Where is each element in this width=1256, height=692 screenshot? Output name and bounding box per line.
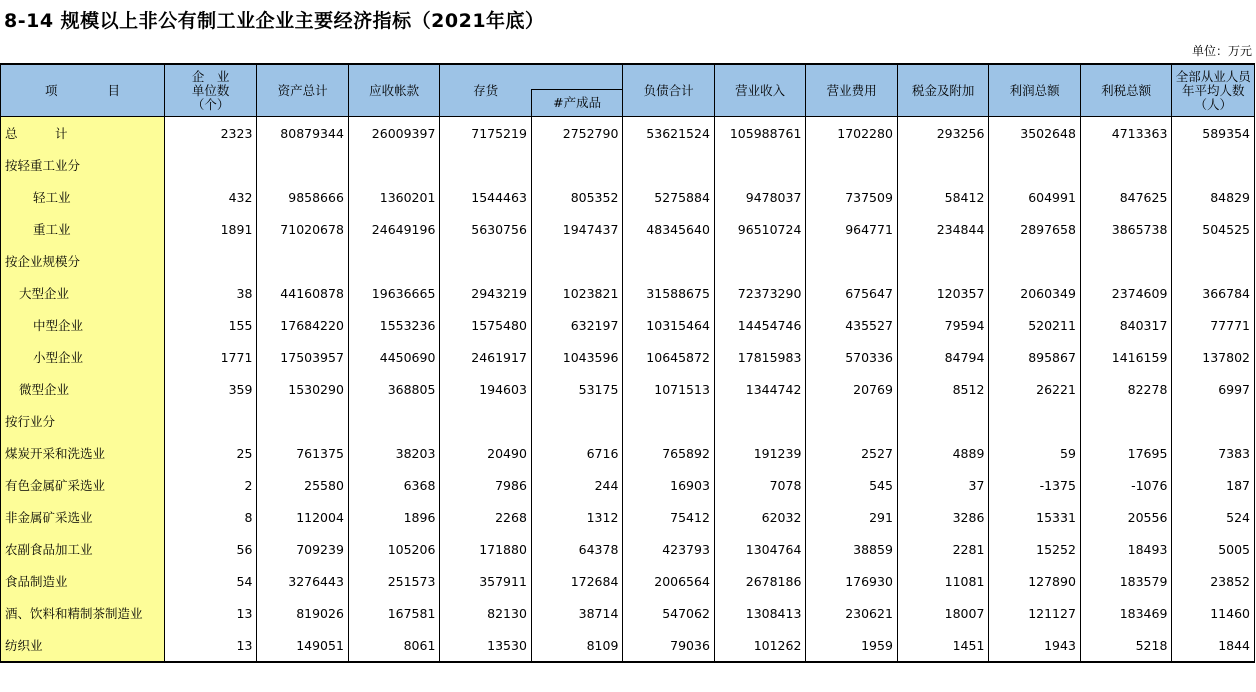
table-cell: 1043596 <box>531 341 623 373</box>
unit-label: 单位：万元 <box>1191 44 1252 58</box>
table-cell: 9478037 <box>714 181 806 213</box>
table-cell <box>257 245 349 277</box>
table-cell: 805352 <box>531 181 623 213</box>
table-cell: 1451 <box>897 629 989 662</box>
table-cell: 149051 <box>257 629 349 662</box>
table-cell: 6997 <box>1172 373 1255 405</box>
table-cell: 191239 <box>714 437 806 469</box>
table-cell: 10315464 <box>623 309 715 341</box>
table-cell <box>989 245 1081 277</box>
table-cell: 25 <box>164 437 257 469</box>
table-row <box>1 245 1255 277</box>
table-cell: 17815983 <box>714 341 806 373</box>
table-cell: 7986 <box>440 469 532 501</box>
table-cell: 38203 <box>348 437 440 469</box>
table-cell: 840317 <box>1080 309 1172 341</box>
header-units: 企 业 单位数 （个） <box>164 64 257 117</box>
table-cell: 632197 <box>531 309 623 341</box>
table-cell: 2461917 <box>440 341 532 373</box>
table-cell: 761375 <box>257 437 349 469</box>
table-cell: 1943 <box>989 629 1081 662</box>
table-cell: -1375 <box>989 469 1081 501</box>
table-cell: 18007 <box>897 597 989 629</box>
table-cell: 1891 <box>164 213 257 245</box>
table-row <box>1 213 1255 245</box>
table-cell: 112004 <box>257 501 349 533</box>
table-row <box>1 565 1255 597</box>
table-cell: 7383 <box>1172 437 1255 469</box>
table-cell: 20769 <box>806 373 898 405</box>
table-cell <box>440 405 532 437</box>
row-label: 总 计 <box>1 117 165 150</box>
table-cell: 16903 <box>623 469 715 501</box>
table-row <box>1 501 1255 533</box>
table-cell: 3502648 <box>989 117 1081 150</box>
header-expenses: 营业费用 <box>806 64 898 117</box>
indicator-table <box>0 63 1255 663</box>
table-row <box>1 341 1255 373</box>
table-cell: 101262 <box>714 629 806 662</box>
table-cell <box>164 245 257 277</box>
table-cell: 82130 <box>440 597 532 629</box>
table-cell: 1312 <box>531 501 623 533</box>
table-cell: 1702280 <box>806 117 898 150</box>
table-cell: 23852 <box>1172 565 1255 597</box>
table-cell: 520211 <box>989 309 1081 341</box>
table-cell: -1076 <box>1080 469 1172 501</box>
header-revenue: 营业收入 <box>714 64 806 117</box>
table-cell: 105206 <box>348 533 440 565</box>
table-cell: 895867 <box>989 341 1081 373</box>
table-cell <box>806 405 898 437</box>
table-cell: 9858666 <box>257 181 349 213</box>
table-body <box>1 117 1255 663</box>
table-cell: 54 <box>164 565 257 597</box>
table-cell: 251573 <box>348 565 440 597</box>
table-cell: 1544463 <box>440 181 532 213</box>
table-cell <box>440 245 532 277</box>
table-cell: 20490 <box>440 437 532 469</box>
table-cell: 2323 <box>164 117 257 150</box>
table-cell: 77771 <box>1172 309 1255 341</box>
table-cell: 38859 <box>806 533 898 565</box>
table-cell <box>623 405 715 437</box>
table-cell: 17503957 <box>257 341 349 373</box>
header-liabilities: 负债合计 <box>623 64 715 117</box>
row-label: 食品制造业 <box>1 565 165 597</box>
table-cell <box>623 149 715 181</box>
table-cell: 187 <box>1172 469 1255 501</box>
table-cell: 2006564 <box>623 565 715 597</box>
table-cell: 15252 <box>989 533 1081 565</box>
table-cell: 8512 <box>897 373 989 405</box>
table-cell: 25580 <box>257 469 349 501</box>
table-cell: 1575480 <box>440 309 532 341</box>
table-cell: 13 <box>164 597 257 629</box>
table-cell: 17695 <box>1080 437 1172 469</box>
table-cell: 7078 <box>714 469 806 501</box>
table-cell: 96510724 <box>714 213 806 245</box>
table-cell: 570336 <box>806 341 898 373</box>
table-cell: 4450690 <box>348 341 440 373</box>
table-cell: 194603 <box>440 373 532 405</box>
table-cell: 19636665 <box>348 277 440 309</box>
table-cell <box>1172 149 1255 181</box>
table-cell <box>531 149 623 181</box>
table-cell <box>1080 245 1172 277</box>
table-cell: 79036 <box>623 629 715 662</box>
table-cell: 82278 <box>1080 373 1172 405</box>
table-cell: 58412 <box>897 181 989 213</box>
table-cell <box>531 245 623 277</box>
table-cell: 5005 <box>1172 533 1255 565</box>
table-cell: 53621524 <box>623 117 715 150</box>
table-cell <box>164 405 257 437</box>
table-cell: 1947437 <box>531 213 623 245</box>
table-cell: 79594 <box>897 309 989 341</box>
table-cell: 84794 <box>897 341 989 373</box>
table-cell <box>257 149 349 181</box>
table-cell: 7175219 <box>440 117 532 150</box>
header-inventory: 存货 <box>440 64 532 117</box>
header-profit: 利润总额 <box>989 64 1081 117</box>
table-cell: 171880 <box>440 533 532 565</box>
table-cell: 48345640 <box>623 213 715 245</box>
table-cell: 71020678 <box>257 213 349 245</box>
table-cell: 8 <box>164 501 257 533</box>
row-label: 有色金属矿采选业 <box>1 469 165 501</box>
table-cell: 62032 <box>714 501 806 533</box>
table-row <box>1 373 1255 405</box>
table-cell: 18493 <box>1080 533 1172 565</box>
table-cell: 3276443 <box>257 565 349 597</box>
header-profit-tax: 利税总额 <box>1080 64 1172 117</box>
table-cell: 84829 <box>1172 181 1255 213</box>
table-cell: 2 <box>164 469 257 501</box>
table-cell: 75412 <box>623 501 715 533</box>
table-cell: 357911 <box>440 565 532 597</box>
table-cell: 8061 <box>348 629 440 662</box>
table-cell <box>989 405 1081 437</box>
table-cell: 964771 <box>806 213 898 245</box>
table-row <box>1 629 1255 662</box>
table-cell: 2281 <box>897 533 989 565</box>
table-cell <box>1080 405 1172 437</box>
table-cell <box>714 149 806 181</box>
table-cell <box>1080 149 1172 181</box>
row-label: 酒、饮料和精制茶制造业 <box>1 597 165 629</box>
row-label: 纺织业 <box>1 629 165 662</box>
table-cell: 72373290 <box>714 277 806 309</box>
row-label: 非金属矿采选业 <box>1 501 165 533</box>
row-label: 按轻重工业分 <box>1 149 165 181</box>
table-cell: 1896 <box>348 501 440 533</box>
table-cell: 172684 <box>531 565 623 597</box>
table-row <box>1 469 1255 501</box>
table-row <box>1 117 1255 150</box>
table-cell: 121127 <box>989 597 1081 629</box>
table-cell: 293256 <box>897 117 989 150</box>
table-cell: 64378 <box>531 533 623 565</box>
table-cell: 6368 <box>348 469 440 501</box>
table-cell: 1771 <box>164 341 257 373</box>
table-cell: 59 <box>989 437 1081 469</box>
table-cell: 547062 <box>623 597 715 629</box>
table-cell: 38 <box>164 277 257 309</box>
table-cell: 120357 <box>897 277 989 309</box>
table-cell: 20556 <box>1080 501 1172 533</box>
row-label: 大型企业 <box>1 277 165 309</box>
table-cell <box>897 405 989 437</box>
table-row <box>1 437 1255 469</box>
table-cell <box>714 245 806 277</box>
table-cell: 11081 <box>897 565 989 597</box>
header-receivables: 应收帐款 <box>348 64 440 117</box>
table-cell <box>348 245 440 277</box>
table-cell: 765892 <box>623 437 715 469</box>
table-cell <box>806 149 898 181</box>
table-cell <box>1172 405 1255 437</box>
table-cell <box>806 245 898 277</box>
table-cell: 3865738 <box>1080 213 1172 245</box>
table-cell <box>531 405 623 437</box>
table-cell: 26221 <box>989 373 1081 405</box>
table-cell: 545 <box>806 469 898 501</box>
table-cell <box>348 405 440 437</box>
table-row <box>1 533 1255 565</box>
table-cell: 13530 <box>440 629 532 662</box>
table-cell: 1553236 <box>348 309 440 341</box>
table-cell: 176930 <box>806 565 898 597</box>
table-cell: 31588675 <box>623 277 715 309</box>
table-cell <box>440 149 532 181</box>
table-cell: 38714 <box>531 597 623 629</box>
table-cell: 17684220 <box>257 309 349 341</box>
table-cell: 1304764 <box>714 533 806 565</box>
table-cell: 6716 <box>531 437 623 469</box>
table-cell: 53175 <box>531 373 623 405</box>
table-row <box>1 405 1255 437</box>
table-cell <box>623 245 715 277</box>
table-cell: 80879344 <box>257 117 349 150</box>
table-cell: 1344742 <box>714 373 806 405</box>
table-cell: 2943219 <box>440 277 532 309</box>
table-cell: 56 <box>164 533 257 565</box>
table-cell: 15331 <box>989 501 1081 533</box>
table-cell: 847625 <box>1080 181 1172 213</box>
table-cell: 183469 <box>1080 597 1172 629</box>
table-cell <box>897 149 989 181</box>
header-employees: 全部从业人员 年平均人数 （人） <box>1172 64 1255 117</box>
table-cell: 1844 <box>1172 629 1255 662</box>
table-cell: 127890 <box>989 565 1081 597</box>
table-row <box>1 181 1255 213</box>
table-cell: 1360201 <box>348 181 440 213</box>
page-title: 8-14 规模以上非公有制工业企业主要经济指标（2021年底） <box>4 10 545 32</box>
table-cell: 368805 <box>348 373 440 405</box>
table-cell: 2678186 <box>714 565 806 597</box>
table-cell: 2374609 <box>1080 277 1172 309</box>
table-cell <box>348 149 440 181</box>
table-row <box>1 149 1255 181</box>
table-cell: 3286 <box>897 501 989 533</box>
table-cell: 13 <box>164 629 257 662</box>
table-cell: 1959 <box>806 629 898 662</box>
table-cell: 14454746 <box>714 309 806 341</box>
table-cell: 432 <box>164 181 257 213</box>
table-cell: 11460 <box>1172 597 1255 629</box>
table-cell: 4889 <box>897 437 989 469</box>
table-cell: 366784 <box>1172 277 1255 309</box>
table-cell: 819026 <box>257 597 349 629</box>
table-cell: 1308413 <box>714 597 806 629</box>
row-label: 按行业分 <box>1 405 165 437</box>
table-cell: 5275884 <box>623 181 715 213</box>
table-cell: 709239 <box>257 533 349 565</box>
table-cell: 26009397 <box>348 117 440 150</box>
table-cell <box>164 149 257 181</box>
header-finished-goods: #产成品 <box>531 90 623 117</box>
table-cell: 2752790 <box>531 117 623 150</box>
table-cell: 1530290 <box>257 373 349 405</box>
row-label: 轻工业 <box>1 181 165 213</box>
table-cell: 167581 <box>348 597 440 629</box>
table-row <box>1 309 1255 341</box>
table-cell: 2527 <box>806 437 898 469</box>
table-cell: 604991 <box>989 181 1081 213</box>
table-cell <box>714 405 806 437</box>
table-cell <box>1172 245 1255 277</box>
table-cell: 675647 <box>806 277 898 309</box>
table-cell: 504525 <box>1172 213 1255 245</box>
table-cell: 37 <box>897 469 989 501</box>
table-cell <box>897 245 989 277</box>
table-cell: 244 <box>531 469 623 501</box>
table-cell: 44160878 <box>257 277 349 309</box>
table-cell: 183579 <box>1080 565 1172 597</box>
table-cell: 24649196 <box>348 213 440 245</box>
row-label: 农副食品加工业 <box>1 533 165 565</box>
table-cell: 230621 <box>806 597 898 629</box>
row-label: 微型企业 <box>1 373 165 405</box>
table-cell: 1416159 <box>1080 341 1172 373</box>
table-cell: 10645872 <box>623 341 715 373</box>
table-cell: 435527 <box>806 309 898 341</box>
table-cell: 2268 <box>440 501 532 533</box>
table-cell: 155 <box>164 309 257 341</box>
table-cell: 1071513 <box>623 373 715 405</box>
table-cell: 359 <box>164 373 257 405</box>
row-label: 煤炭开采和洗选业 <box>1 437 165 469</box>
table-cell <box>257 405 349 437</box>
table-cell: 423793 <box>623 533 715 565</box>
table-row <box>1 597 1255 629</box>
table-cell: 589354 <box>1172 117 1255 150</box>
table-cell: 1023821 <box>531 277 623 309</box>
table-cell: 737509 <box>806 181 898 213</box>
header-taxes: 税金及附加 <box>897 64 989 117</box>
table-cell: 291 <box>806 501 898 533</box>
table-cell: 234844 <box>897 213 989 245</box>
table-cell: 524 <box>1172 501 1255 533</box>
row-label: 按企业规模分 <box>1 245 165 277</box>
table-cell: 5630756 <box>440 213 532 245</box>
row-label: 中型企业 <box>1 309 165 341</box>
table-cell: 5218 <box>1080 629 1172 662</box>
table-cell <box>989 149 1081 181</box>
table-cell: 137802 <box>1172 341 1255 373</box>
header-assets: 资产总计 <box>257 64 349 117</box>
row-label: 小型企业 <box>1 341 165 373</box>
table-cell: 4713363 <box>1080 117 1172 150</box>
table-cell: 2060349 <box>989 277 1081 309</box>
table-row <box>1 277 1255 309</box>
table-cell: 105988761 <box>714 117 806 150</box>
row-label: 重工业 <box>1 213 165 245</box>
header-item: 项 目 <box>1 64 165 117</box>
table-cell: 8109 <box>531 629 623 662</box>
table-cell: 2897658 <box>989 213 1081 245</box>
